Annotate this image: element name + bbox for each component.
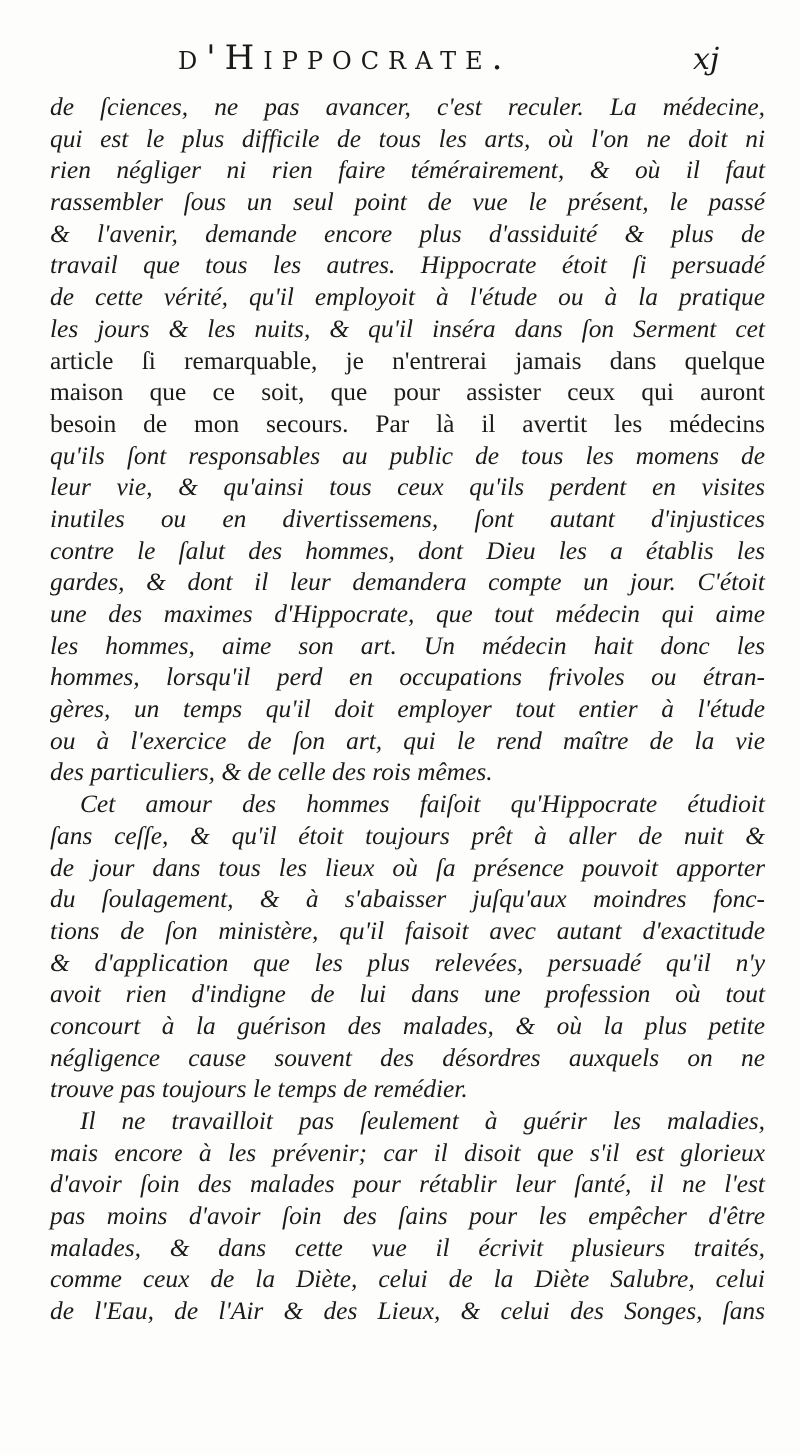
text-line: négligence cause souvent des désordres auxquels on ne xyxy=(50,1043,765,1072)
text-line: besoin de mon secours. Par là il avertit les médecins xyxy=(50,409,765,438)
text-line: & d'application que les plus relevées, persuadé qu'il n'y xyxy=(50,948,765,977)
text-line: ſans ceſſe, & qu'il étoit toujours prêt à aller de nuit & xyxy=(50,821,765,850)
text-line: rassembler ſous un seul point de vue le présent, le passé xyxy=(50,188,765,217)
running-head xyxy=(0,38,800,98)
text-line: Il ne travailloit pas ſeulement à guérir les maladies, xyxy=(80,1107,765,1135)
page-number: xj xyxy=(693,42,720,77)
text-line: travail que tous les autres. Hippocrate étoit ſi persuadé xyxy=(50,251,765,280)
text-line: & l'avenir, demande encore plus d'assiduité & plus de xyxy=(50,219,765,248)
text-line: gardes, & dont il leur demandera compte un jour. C'étoit xyxy=(50,568,765,597)
text-line: article ſi remarquable, je n'entrerai jamais dans quelque xyxy=(50,346,765,375)
text-line: les jours & les nuits, & qu'il inséra dans ſon Serment cet xyxy=(50,314,765,343)
text-line: de cette vérité, qu'il employoit à l'étude ou à la pratique xyxy=(50,283,765,312)
body-text xyxy=(50,92,765,1328)
text-line: gères, un temps qu'il doit employer tout entier à l'étude xyxy=(50,695,765,724)
text-line: de ſciences, ne pas avancer, c'est reculer. La médecine, xyxy=(50,93,765,121)
text-line: avoit rien d'indigne de lui dans une profession où tout xyxy=(50,980,765,1009)
text-line: pas moins d'avoir ſoin des ſains pour les empêcher d'être xyxy=(50,1202,765,1231)
text-line: concourt à la guérison des malades, & où la plus petite xyxy=(50,1011,765,1040)
text-line: malades, & dans cette vue il écrivit plusieurs traités, xyxy=(50,1233,765,1262)
text-line: qui est le plus difficile de tous les arts, où l'on ne doit ni xyxy=(50,124,765,153)
text-line: rien négliger ni rien faire témérairement, & où il faut xyxy=(50,156,765,185)
text-line: les hommes, aime son art. Un médecin hait donc les xyxy=(50,631,765,660)
text-line: Cet amour des hommes faiſoit qu'Hippocrate étudioit xyxy=(80,790,765,819)
text-line: leur vie, & qu'ainsi tous ceux qu'ils perdent en visites xyxy=(50,473,765,502)
text-line: qu'ils ſont responsables au public de tous les momens de xyxy=(50,441,765,470)
text-line: inutiles ou en divertissemens, ſont autant d'injustices xyxy=(50,504,765,533)
text-line: mais encore à les prévenir; car il disoit que s'il est glorieux xyxy=(50,1138,765,1167)
text-line: du ſoulagement, & à s'abaisser juſqu'aux moindres fonc- xyxy=(50,885,765,914)
text-line: maison que ce soit, que pour assister ceux qui auront xyxy=(50,378,765,407)
text-line: d'avoir ſoin des malades pour rétablir leur ſanté, il ne l'est xyxy=(50,1170,765,1199)
text-line: de jour dans tous les lieux où ſa présence pouvoit apporter xyxy=(50,853,765,882)
text-line: comme ceux de la Diète, celui de la Diète Salubre, celui xyxy=(50,1265,765,1294)
text-line: tions de ſon ministère, qu'il faisoit avec autant d'exactitude xyxy=(50,916,765,945)
text-line: trouve pas toujours le temps de remédier. xyxy=(50,1075,468,1104)
text-line: de l'Eau, de l'Air & des Lieux, & celui des Songes, ſans xyxy=(50,1297,765,1326)
text-line: une des maximes d'Hippocrate, que tout médecin qui aime xyxy=(50,600,765,628)
text-line: des particuliers, & de celle des rois mêmes. xyxy=(50,758,493,787)
text-line: ou à l'exercice de ſon art, qui le rend maître de la vie xyxy=(50,726,765,755)
text-line: hommes, lorsqu'il perd en occupations frivoles ou étran- xyxy=(50,663,765,692)
running-title: d'Hippocrate. xyxy=(178,38,512,78)
text-line: contre le ſalut des hommes, dont Dieu les a établis les xyxy=(50,536,765,565)
